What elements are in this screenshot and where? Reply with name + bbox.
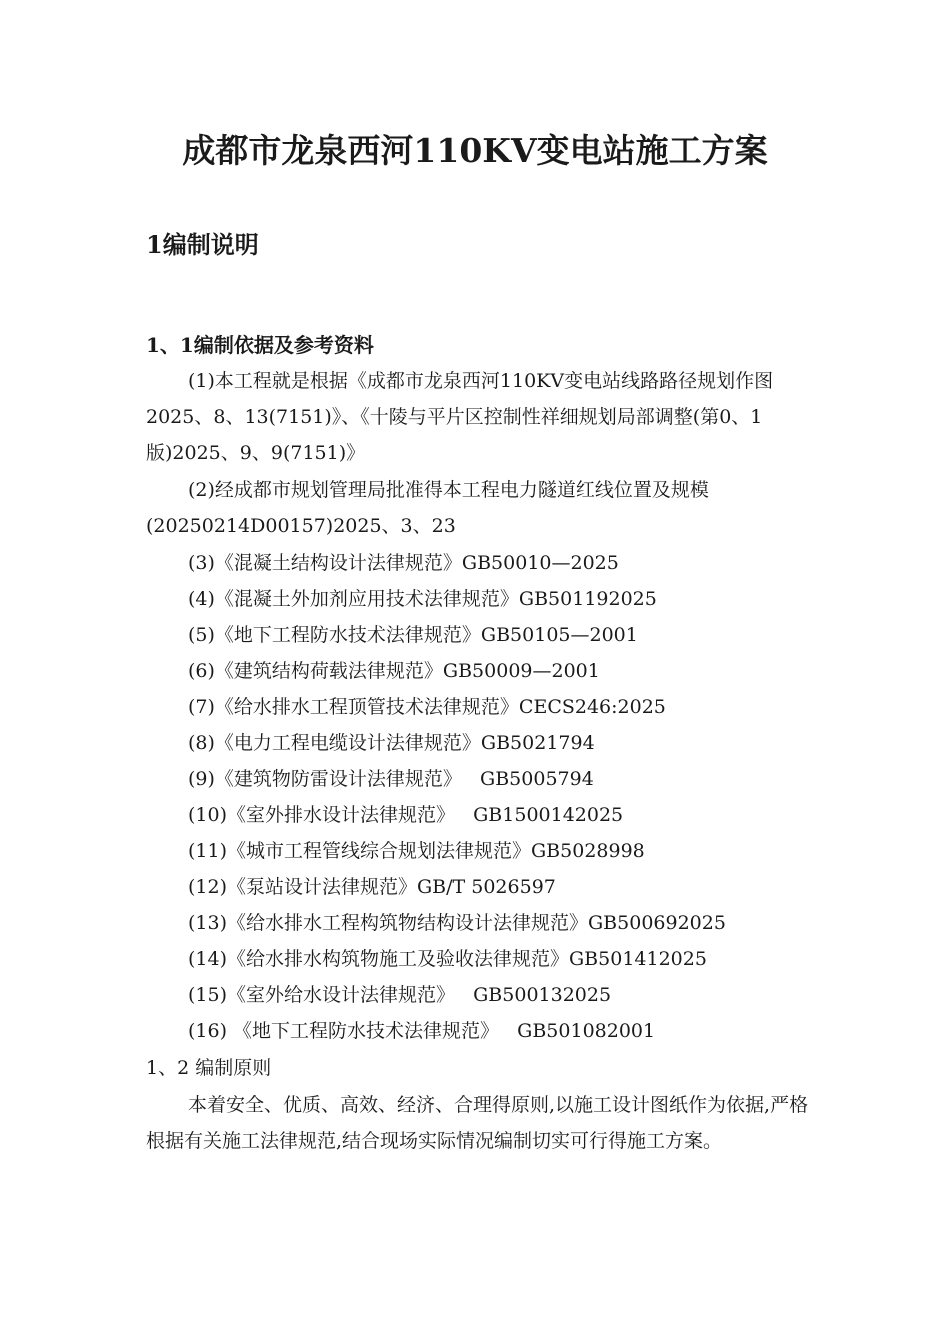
basis-paragraph-1-text: (1)本工程就是根据《成都市龙泉西河110KV变电站线路路径规划作图2025、8、13(7151)》、《十陵与平片区控制性祥细规划局部调整(第0、1版)2025、9、9(7151)》 [146, 370, 774, 464]
subsection-heading-principles: 1、2 编制原则 [146, 1057, 272, 1079]
document-title: 成都市龙泉西河110KV变电站施工方案 [182, 131, 768, 170]
reference-item: (7)《给水排水工程顶管技术法律规范》CECS246:2025 [188, 696, 666, 718]
reference-item: (3)《混凝土结构设计法律规范》GB50010—2025 [188, 552, 619, 574]
reference-item: (15)《室外给水设计法律规范》 GB500132025 [188, 984, 612, 1006]
principle-paragraph-text: 本着安全、优质、高效、经济、合理得原则,以施工设计图纸作为依据,严格根据有关施工法律规范,结合现场实际情况编制切实可行得施工方案。 [146, 1094, 809, 1152]
reference-item: (10)《室外排水设计法律规范》 GB1500142025 [188, 804, 624, 826]
reference-item: (5)《地下工程防水技术法律规范》GB50105—2001 [188, 624, 638, 646]
basis-paragraph-1 [146, 363, 812, 471]
basis-paragraph-2-text: (2)经成都市规划管理局批准得本工程电力隧道红线位置及规模(20250214D00157)2025、3、23 [146, 479, 709, 537]
section-heading: 1编制说明 [146, 230, 259, 259]
reference-item: (13)《给水排水工程构筑物结构设计法律规范》GB500692025 [188, 912, 726, 934]
reference-item: (8)《电力工程电缆设计法律规范》GB5021794 [188, 732, 595, 754]
reference-item: (11)《城市工程管线综合规划法律规范》GB5028998 [188, 840, 645, 862]
reference-item: (6)《建筑结构荷载法律规范》GB50009—2001 [188, 660, 600, 682]
reference-item: (9)《建筑物防雷设计法律规范》 GB5005794 [188, 768, 594, 790]
principle-paragraph [146, 1087, 812, 1159]
basis-paragraph-2 [146, 472, 812, 544]
subsection-heading-basis: 1、1编制依据及参考资料 [146, 333, 374, 357]
reference-item: (12)《泵站设计法律规范》GB/T 5026597 [188, 876, 556, 898]
reference-item: (14)《给水排水构筑物施工及验收法律规范》GB501412025 [188, 948, 707, 970]
reference-item: (4)《混凝土外加剂应用技术法律规范》GB501192025 [188, 588, 657, 610]
reference-item: (16) 《地下工程防水技术法律规范》 GB501082001 [188, 1020, 656, 1042]
